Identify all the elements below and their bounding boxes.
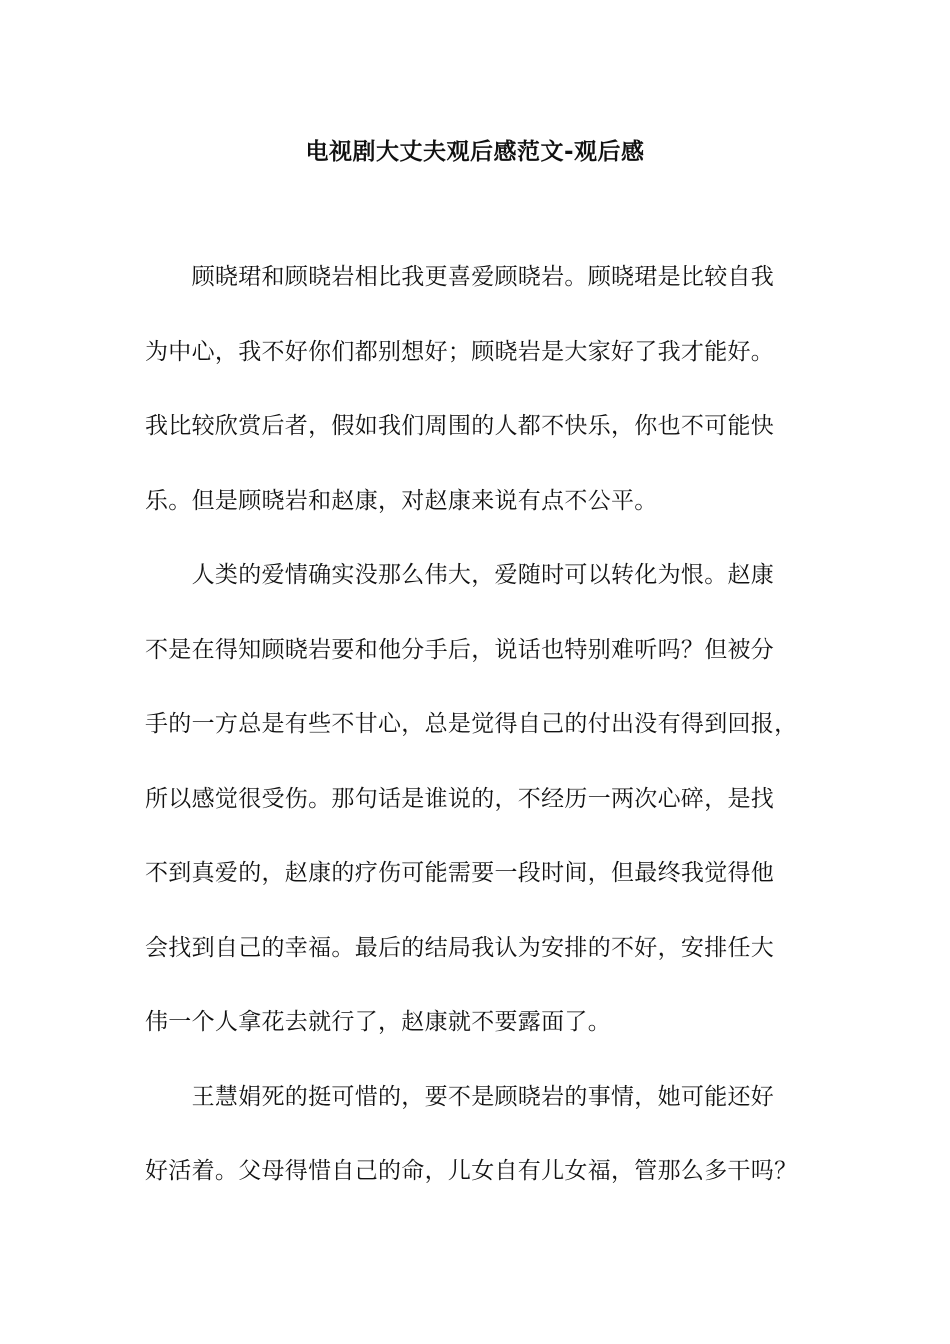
text-line: 乐。但是顾晓岩和赵康，对赵康来说有点不公平。 <box>145 488 658 514</box>
text-line: 为中心，我不好你们都别想好；顾晓岩是大家好了我才能好。 <box>145 339 775 365</box>
text-line: 我比较欣赏后者，假如我们周围的人都不快乐，你也不可能快 <box>145 413 775 439</box>
text-line: 不到真爱的，赵康的疗伤可能需要一段时间，但最终我觉得他 <box>145 860 775 886</box>
text-line: 好活着。父母得惜自己的命，儿女自有儿女福，管那么多干吗？ <box>145 1158 798 1184</box>
text-line: 不是在得知顾晓岩要和他分手后，说话也特别难听吗？但被分 <box>145 637 775 663</box>
document-title: 电视剧大丈夫观后感范文-观后感 <box>305 139 645 165</box>
text-line: 会找到自己的幸福。最后的结局我认为安排的不好，安排任大 <box>145 935 775 961</box>
text-line: 伟一个人拿花去就行了，赵康就不要露面了。 <box>145 1009 611 1035</box>
text-line: 人类的爱情确实没那么伟大，爱随时可以转化为恨。赵康 <box>145 562 775 588</box>
text-line: 所以感觉很受伤。那句话是谁说的，不经历一两次心碎，是找 <box>145 786 775 812</box>
text-line: 手的一方总是有些不甘心，总是觉得自己的付出没有得到回报， <box>145 711 798 737</box>
text-line: 王慧娟死的挺可惜的，要不是顾晓岩的事情，她可能还好 <box>145 1084 775 1110</box>
text-line: 顾晓珺和顾晓岩相比我更喜爱顾晓岩。顾晓珺是比较自我 <box>145 264 775 290</box>
